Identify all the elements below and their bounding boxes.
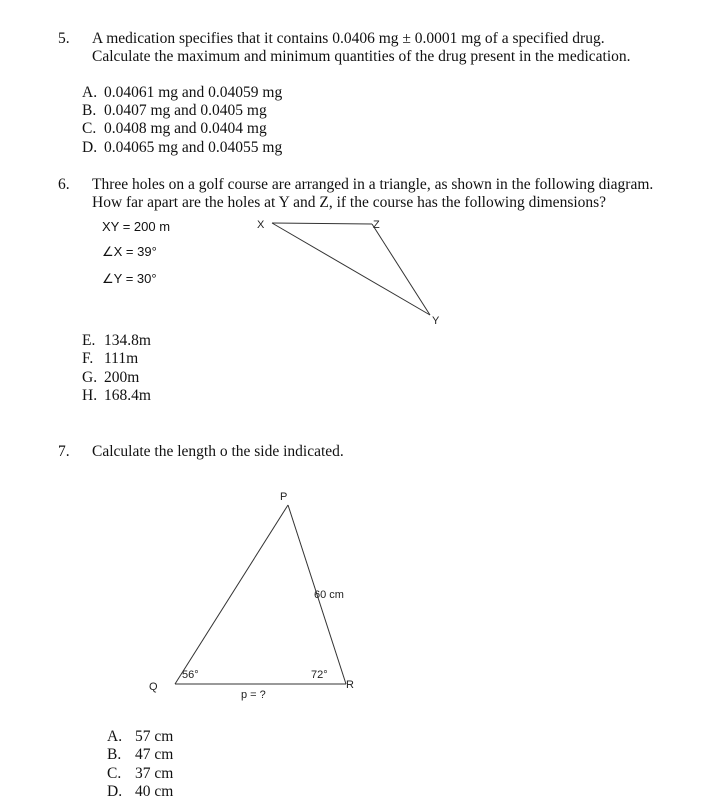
q7-option-text: 37 cm — [135, 765, 174, 782]
q6-option-e — [82, 332, 151, 350]
q7-side-pq — [175, 505, 288, 684]
q7-option-text: 47 cm — [135, 746, 174, 763]
q7-option-c — [107, 765, 173, 783]
q6-option-text: 200m — [104, 369, 140, 386]
q5-option-text: 0.0407 mg and 0.0405 mg — [104, 102, 267, 119]
q6-number: 6. — [58, 176, 70, 193]
q6-given-angle-y: ∠Y = 30° — [102, 271, 157, 286]
q6-option-g — [82, 369, 139, 387]
q6-text-line1: Three holes on a golf course are arranged in a triangle, as shown in the following diagram. — [92, 176, 654, 193]
q5-option-letter: B. — [82, 102, 97, 119]
q5-option-text: 0.0408 mg and 0.0404 mg — [104, 120, 267, 137]
q7-option-b — [107, 746, 173, 764]
q6-option-text: 111m — [104, 350, 139, 367]
q6-label-x: X — [257, 219, 265, 231]
q7-label-r: R — [346, 679, 354, 691]
q7-label-side-pr: 60 cm — [314, 589, 344, 601]
q5-option-text: 0.04065 mg and 0.04055 mg — [104, 139, 283, 156]
q7-label-angle-q: 56° — [182, 669, 199, 681]
q6-text-line2: How far apart are the holes at Y and Z, if the course has the following dimensions? — [92, 194, 607, 211]
q7-option-letter: B. — [107, 746, 122, 763]
q7-label-p: P — [280, 491, 288, 503]
q5-option-letter: A. — [82, 84, 98, 101]
q7-option-letter: C. — [107, 765, 122, 782]
q7-option-letter: A. — [107, 728, 123, 745]
q7-option-text: 57 cm — [135, 728, 174, 745]
q6-option-text: 134.8m — [104, 332, 151, 349]
q5-text-line1: A medication specifies that it contains 0.0406 mg ± 0.0001 mg of a specified drug. — [92, 30, 605, 47]
q5-option-text: 0.04061 mg and 0.04059 mg — [104, 84, 283, 101]
q6-side-xy — [272, 223, 430, 315]
q7-option-text: 40 cm — [135, 783, 174, 800]
q6-option-h — [82, 387, 151, 405]
q5-number: 5. — [58, 30, 70, 47]
q6-option-letter: E. — [82, 332, 96, 349]
q6-given-xy: XY = 200 m — [102, 219, 171, 234]
q6-label-y: Y — [432, 315, 440, 327]
q6-option-letter: F. — [82, 350, 94, 367]
q5-option-letter: D. — [82, 139, 98, 156]
q5-option-letter: C. — [82, 120, 97, 137]
q7-label-angle-r: 72° — [311, 669, 328, 681]
q6-option-letter: H. — [82, 387, 98, 404]
q7-text: Calculate the length o the side indicated. — [92, 443, 344, 460]
q7-option-a — [107, 728, 173, 746]
q7-label-side-qr: p = ? — [241, 689, 266, 701]
q6-side-xz — [272, 223, 372, 224]
q6-side-zy — [372, 224, 430, 315]
q6-option-text: 168.4m — [104, 387, 151, 404]
q6-label-z: Z — [373, 219, 380, 231]
q7-label-q: Q — [149, 681, 158, 693]
q7-option-d — [107, 783, 173, 801]
q6-given-angle-x: ∠X = 39° — [102, 244, 157, 259]
q5-text-line2: Calculate the maximum and minimum quantities of the drug present in the medication. — [92, 48, 631, 65]
q7-option-letter: D. — [107, 783, 123, 800]
q7-number: 7. — [58, 443, 70, 460]
q6-option-f — [82, 350, 138, 368]
q6-option-letter: G. — [82, 369, 98, 386]
